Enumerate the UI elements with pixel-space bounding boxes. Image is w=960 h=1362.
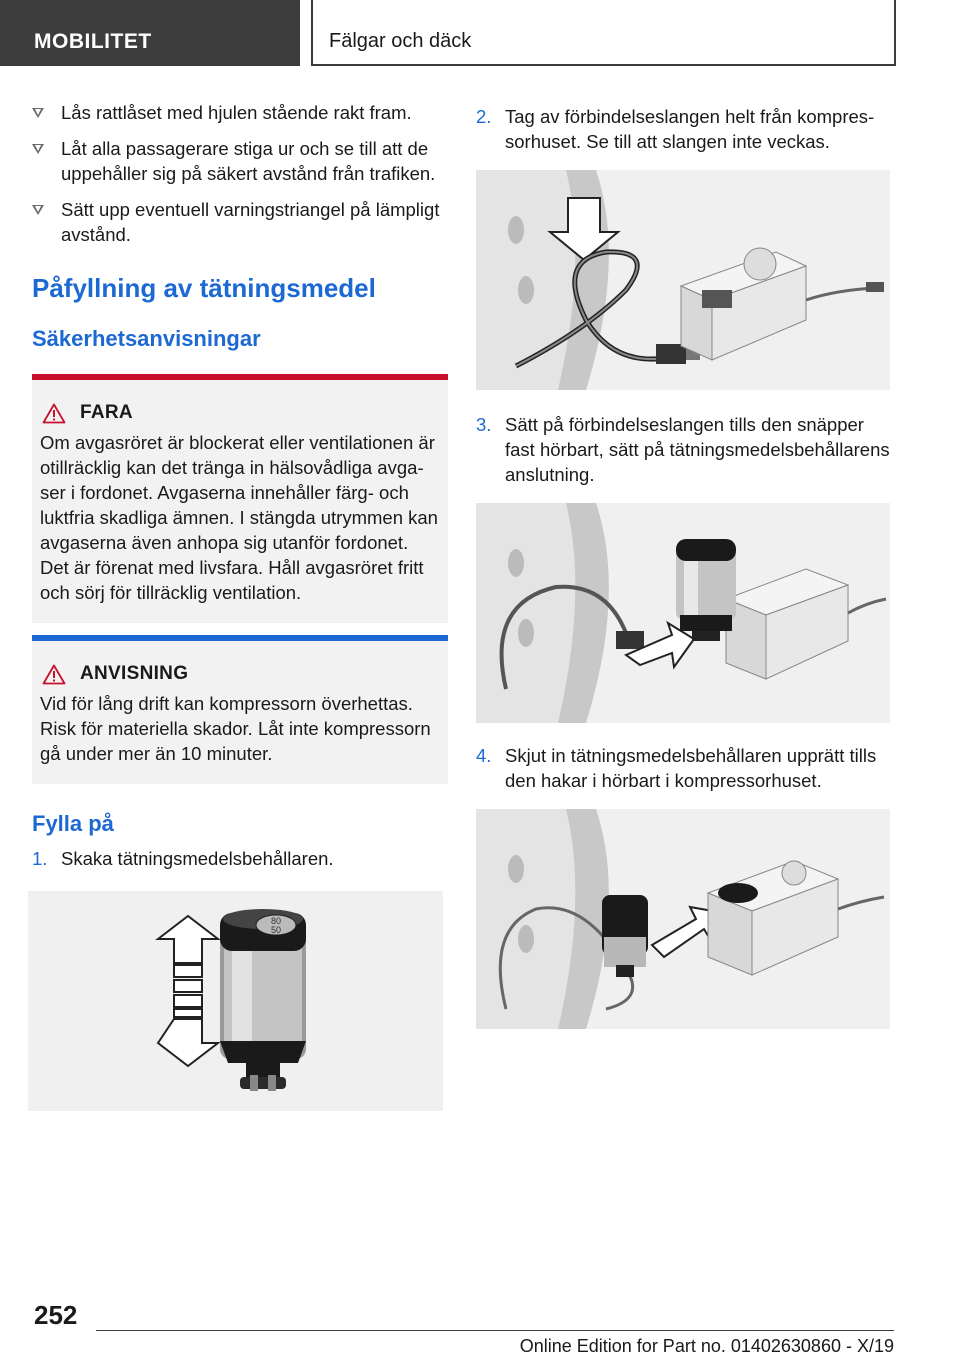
step-2: 2. Tag av förbindelseslangen helt från kompressorhuset. Se till att slangen inte veckas. <box>476 106 875 152</box>
danger-text: Om avgasröret är blockerat eller ventilationen är otillräcklig kan det tränga in hälsovådliga avgaser i fordonet. Avgaserna innehåller färg- och luktfria skadliga ämnen. I stängda utrymmen kan avgaserna även anhopa sig utanför fordonet. Det är förenat med livsfara. Håll avgasröret fritt och sörj för tillräcklig ventilation. <box>40 432 438 603</box>
step-3: 3. Sätt på förbindelseslangen tills den snäpper fast hörbart, sätt på tätningsmedelsbehållarens anslutning. <box>476 414 890 485</box>
connect-hose-illustration <box>476 503 890 723</box>
bottle-label-bottom: 50 <box>270 925 282 935</box>
section-heading: Påfyllning av tätningsmedel <box>32 273 376 303</box>
danger-box <box>32 374 448 623</box>
bullet-item: Sätt upp eventuell varningstriangel på lämpligt avstånd. <box>32 197 448 247</box>
bottle-label-top: 80 <box>270 916 282 926</box>
danger-title: FARA <box>80 402 133 423</box>
left-column <box>32 100 448 1111</box>
page-number: 252 <box>34 1300 78 1330</box>
edition-text: Online Edition for Part no. 01402630860 - X/19 <box>519 1336 894 1356</box>
step-1: 1. Skaka tätningsmedelsbehållaren. <box>32 848 334 869</box>
safety-subheading: Säkerhetsanvisningar <box>32 326 261 351</box>
disconnect-hose-illustration <box>476 170 890 390</box>
section-tab: MOBILITET <box>0 0 300 66</box>
triangle-bullet-icon <box>32 108 44 118</box>
triangle-bullet-icon <box>32 144 44 154</box>
page-header <box>0 0 960 66</box>
notice-text: Vid för lång drift kan kompressorn överhettas. Risk för materiella skador. Låt inte kompressorn gå under mer än 10 minuter. <box>40 693 431 764</box>
bullet-item: Lås rattlåset med hjulen stående rakt fram. <box>32 100 448 125</box>
notice-box <box>32 635 448 784</box>
insert-bottle-illustration <box>476 809 890 1029</box>
step-4: 4. Skjut in tätningsmedelsbehållaren upprätt tills den hakar i hörbart i kompressorhuset. <box>476 745 877 791</box>
fill-heading: Fylla på <box>32 811 114 836</box>
right-column <box>476 100 892 1029</box>
bullet-item: Låt alla passagerare stiga ur och se till att de uppehåller sig på säkert avstånd från trafiken. <box>32 136 448 186</box>
shake-bottle-illustration <box>28 891 443 1111</box>
warning-triangle-icon <box>42 403 66 424</box>
chapter-title: Fälgar och däck <box>311 0 896 66</box>
notice-title: ANVISNING <box>80 663 189 684</box>
warning-triangle-icon <box>42 664 66 685</box>
triangle-bullet-icon <box>32 205 44 215</box>
footer-divider <box>96 1330 894 1331</box>
